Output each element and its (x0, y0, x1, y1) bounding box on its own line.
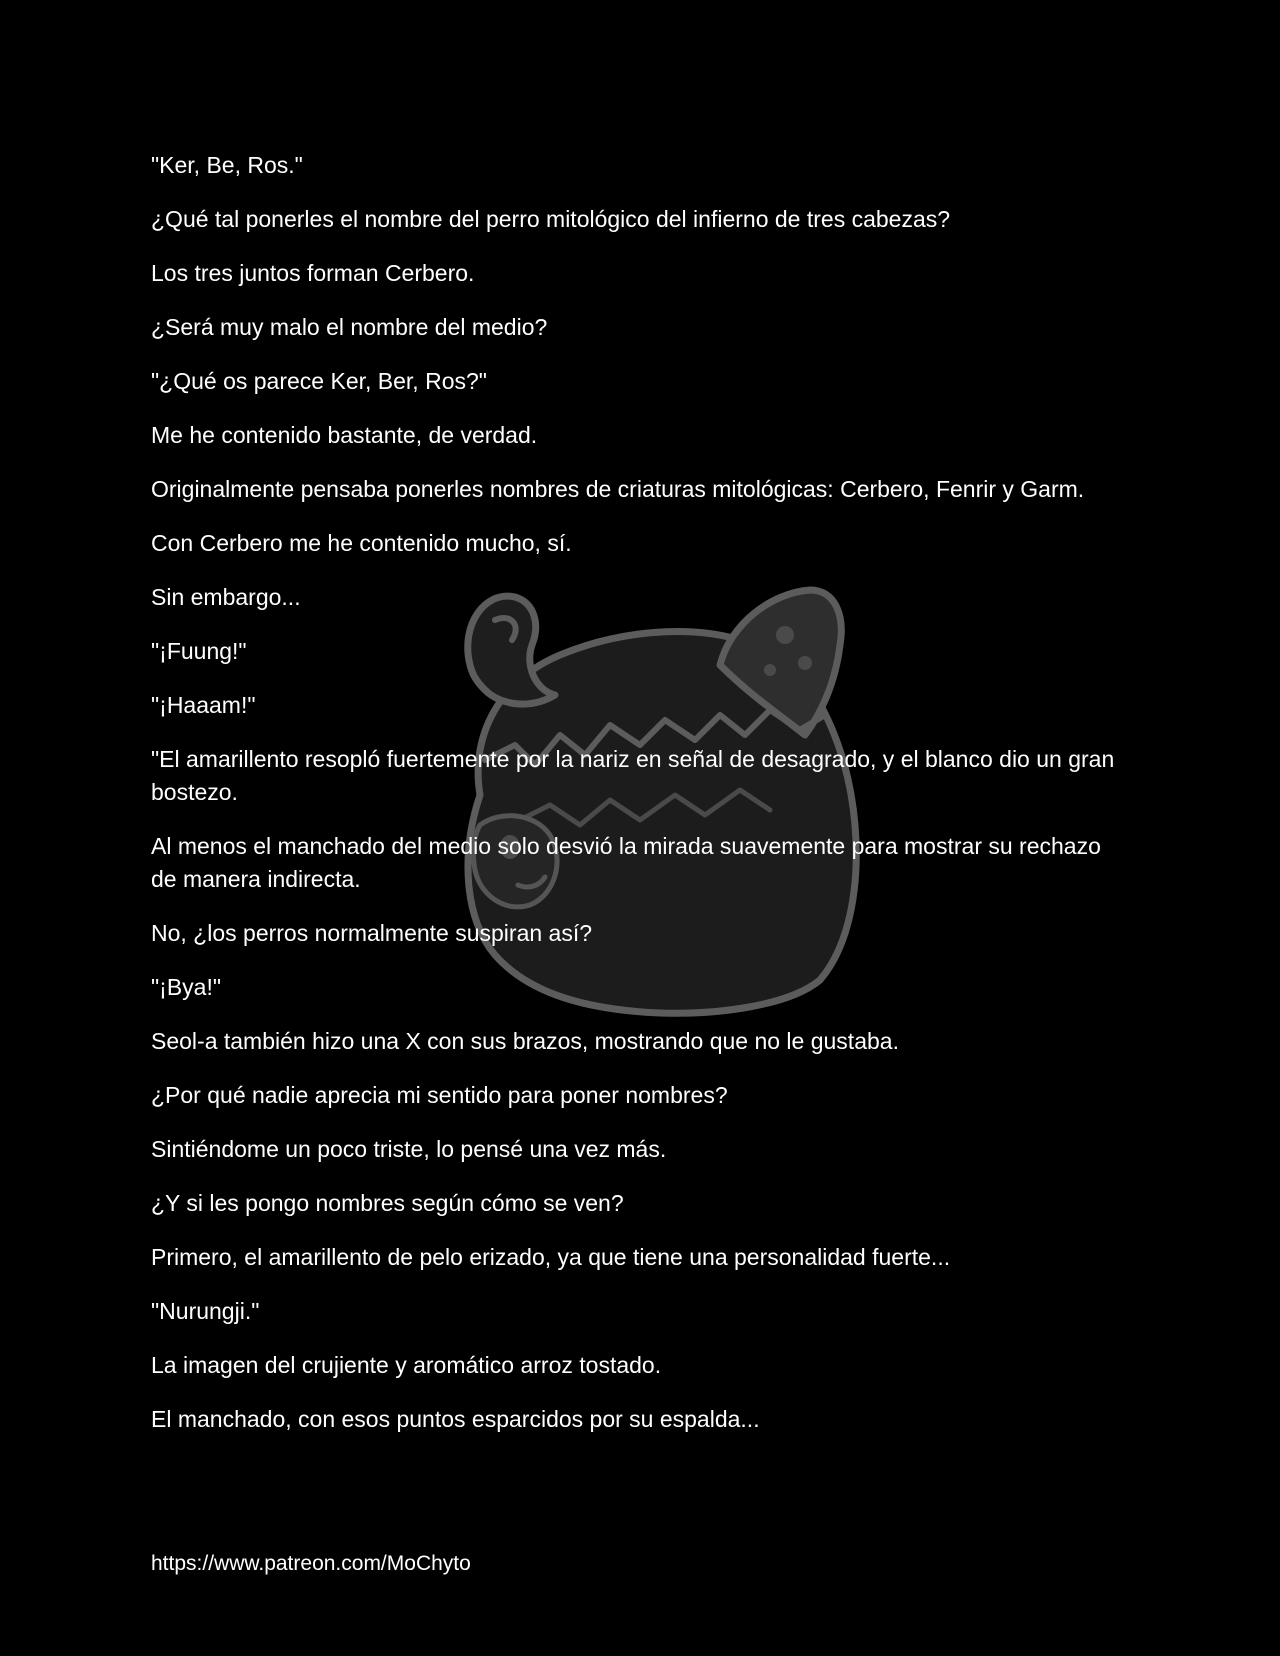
patreon-link[interactable]: https://www.patreon.com/MoChyto (151, 1552, 471, 1575)
paragraph: Originalmente pensaba ponerles nombres de criaturas mitológicas: Cerbero, Fenrir y Garm. (151, 476, 1085, 502)
paragraph: Con Cerbero me he contenido mucho, sí. (151, 530, 572, 556)
paragraph: "¿Qué os parece Ker, Ber, Ros?" (151, 368, 487, 394)
paragraph: "¡Bya!" (151, 974, 222, 1000)
paragraph: Los tres juntos forman Cerbero. (151, 260, 475, 286)
paragraph: El manchado, con esos puntos esparcidos por su espalda... (151, 1406, 760, 1432)
paragraph: ¿Será muy malo el nombre del medio? (151, 314, 548, 340)
paragraph: Seol-a también hizo una X con sus brazos, mostrando que no le gustaba. (151, 1028, 899, 1054)
paragraph: "El amarillento resopló fuertemente por la nariz en señal de desagrado, y el blanco dio un gran bostezo. (151, 746, 1121, 805)
paragraph: ¿Y si les pongo nombres según cómo se ven? (151, 1190, 624, 1216)
paragraph: ¿Por qué nadie aprecia mi sentido para poner nombres? (151, 1082, 728, 1108)
paragraph: ¿Qué tal ponerles el nombre del perro mitológico del infierno de tres cabezas? (151, 206, 951, 232)
paragraph: "Nurungji." (151, 1298, 260, 1324)
paragraph: No, ¿los perros normalmente suspiran así? (151, 920, 593, 946)
paragraph: Sin embargo... (151, 584, 301, 610)
paragraph: "¡Fuung!" (151, 638, 247, 664)
story-text (151, 149, 1131, 1457)
paragraph: Primero, el amarillento de pelo erizado, ya que tiene una personalidad fuerte... (151, 1244, 951, 1270)
paragraph: "¡Haaam!" (151, 692, 256, 718)
paragraph: Al menos el manchado del medio solo desvió la mirada suavemente para mostrar su rechazo de manera indirecta. (151, 833, 1108, 892)
paragraph: Sintiéndome un poco triste, lo pensé una vez más. (151, 1136, 667, 1162)
paragraph: La imagen del crujiente y aromático arroz tostado. (151, 1352, 662, 1378)
paragraph: "Ker, Be, Ros." (151, 152, 303, 178)
paragraph: Me he contenido bastante, de verdad. (151, 422, 538, 448)
